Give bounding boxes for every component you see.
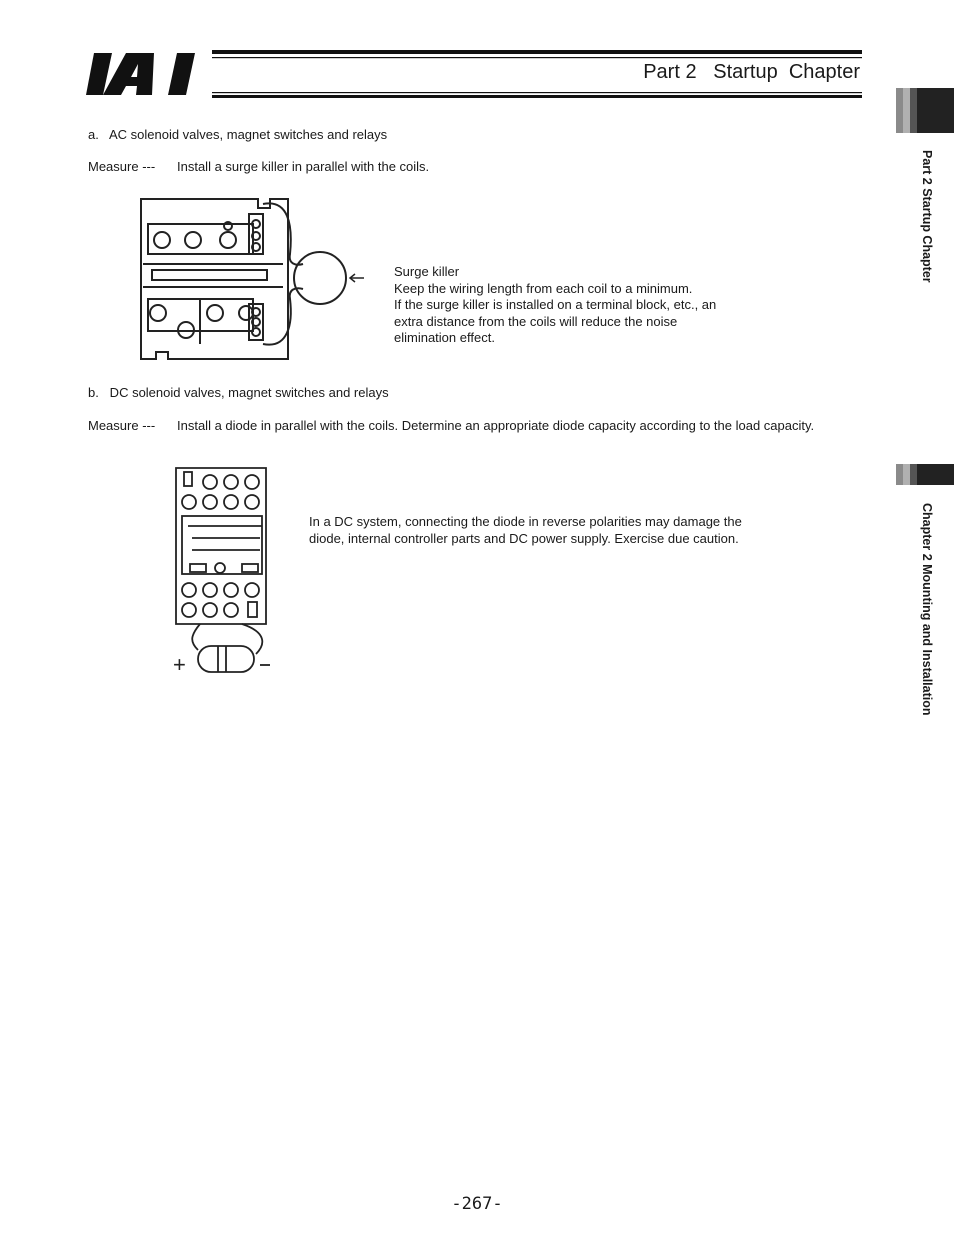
note-line-1: In a DC system, connecting the diode in reverse polarities may damage the	[309, 514, 742, 529]
side-tab-marker-2	[896, 464, 954, 485]
dc-relay-diode-diagram	[170, 464, 288, 676]
callout-line-2: Keep the wiring length from each coil to a minimum.	[394, 280, 693, 296]
callout-line-3: If the surge killer is installed on a terminal block, etc., an	[394, 297, 717, 312]
section-b-measure-label: Measure ---	[88, 418, 156, 433]
side-tab-marker-1	[896, 88, 954, 133]
callout-line-5: elimination effect.	[394, 330, 495, 345]
note-line-2: diode, internal controller parts and DC power supply. Exercise due caution.	[309, 530, 739, 546]
callout-line-4: extra distance from the coils will reduce the noise	[394, 313, 678, 329]
section-b-heading: b. DC solenoid valves, magnet switches and relays	[88, 385, 389, 400]
section-a-heading: a. AC solenoid valves, magnet switches and relays	[88, 127, 388, 142]
side-tab-label-chapter: Chapter 2 Mounting and Installation	[920, 503, 934, 716]
side-tab-label-part: Part 2 Startup Chapter	[920, 150, 934, 283]
page-number: -267-	[451, 1194, 503, 1214]
section-a-measure-label: Measure ---	[88, 159, 156, 174]
section-a-measure-text: Install a surge killer in parallel with the coils.	[177, 159, 430, 174]
callout-line-1: Surge killer	[394, 264, 460, 279]
section-b-measure-text: Install a diode in parallel with the coils. Determine an appropriate diode capacity according to the load capacity.	[177, 418, 815, 433]
diode-plus-label: +	[173, 652, 186, 676]
surge-killer-callout	[394, 264, 716, 347]
iai-logo	[86, 50, 204, 98]
dc-polarity-note	[309, 514, 742, 547]
ac-relay-surge-killer-diagram	[138, 194, 368, 364]
chapter-title: Part 2 Startup Chapter	[643, 61, 860, 83]
